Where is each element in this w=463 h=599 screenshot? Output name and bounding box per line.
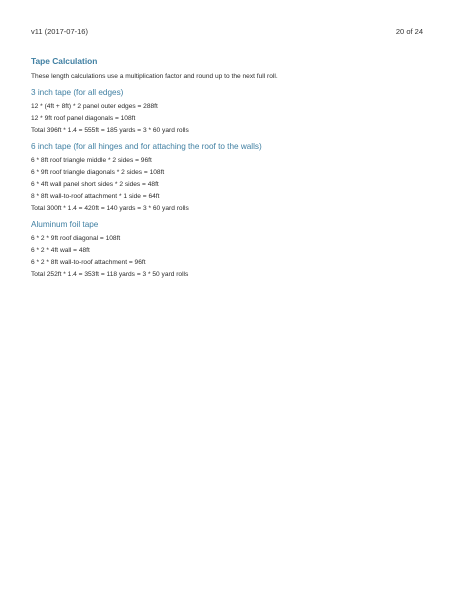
section-intro: These length calculations use a multiplication factor and round up to the next full roll.	[31, 73, 278, 80]
document-version: v11 (2017-07-16)	[31, 27, 88, 36]
tape-block-aluminum-foil	[31, 220, 431, 280]
calc-line: 6 * 4ft wall panel short sides * 2 sides = 48ft	[31, 180, 159, 188]
calc-line: 8 * 8ft wall-to-roof attachment * 1 side = 64ft	[31, 192, 160, 200]
section-title: Tape Calculation	[31, 56, 98, 66]
calc-total-line: Total 252ft * 1.4 = 353ft = 118 yards = 3 * 50 yard rolls	[31, 270, 189, 278]
tape-block-3-inch	[31, 88, 431, 136]
calc-line: 6 * 2 * 4ft wall = 48ft	[31, 247, 90, 255]
block-heading: 3 inch tape (for all edges)	[31, 88, 124, 97]
calc-line: 12 * 9ft roof panel diagonals = 108ft	[31, 114, 136, 122]
calc-line: 12 * (4ft + 8ft) * 2 panel outer edges = 288ft	[31, 103, 158, 110]
calc-total-line: Total 396ft * 1.4 = 555ft = 185 yards = 3 * 60 yard rolls	[31, 126, 189, 134]
block-heading: Aluminum foil tape	[31, 220, 99, 230]
calc-line: 6 * 9ft roof triangle diagonals * 2 sides = 108ft	[31, 169, 165, 177]
calc-line: 6 * 8ft roof triangle middle * 2 sides = 96ft	[31, 157, 152, 165]
calc-line: 6 * 2 * 9ft roof diagonal = 108ft	[31, 235, 121, 243]
tape-block-6-inch	[31, 142, 431, 214]
page-content	[31, 56, 431, 287]
block-heading: 6 inch tape (for all hinges and for attaching the roof to the walls)	[31, 142, 262, 152]
page-number: 20 of 24	[395, 27, 423, 36]
calc-total-line: Total 300ft * 1.4 = 420ft = 140 yards = 3 * 60 yard rolls	[31, 204, 189, 212]
calc-line: 6 * 2 * 8ft wall-to-roof attachment = 96ft	[31, 258, 146, 266]
